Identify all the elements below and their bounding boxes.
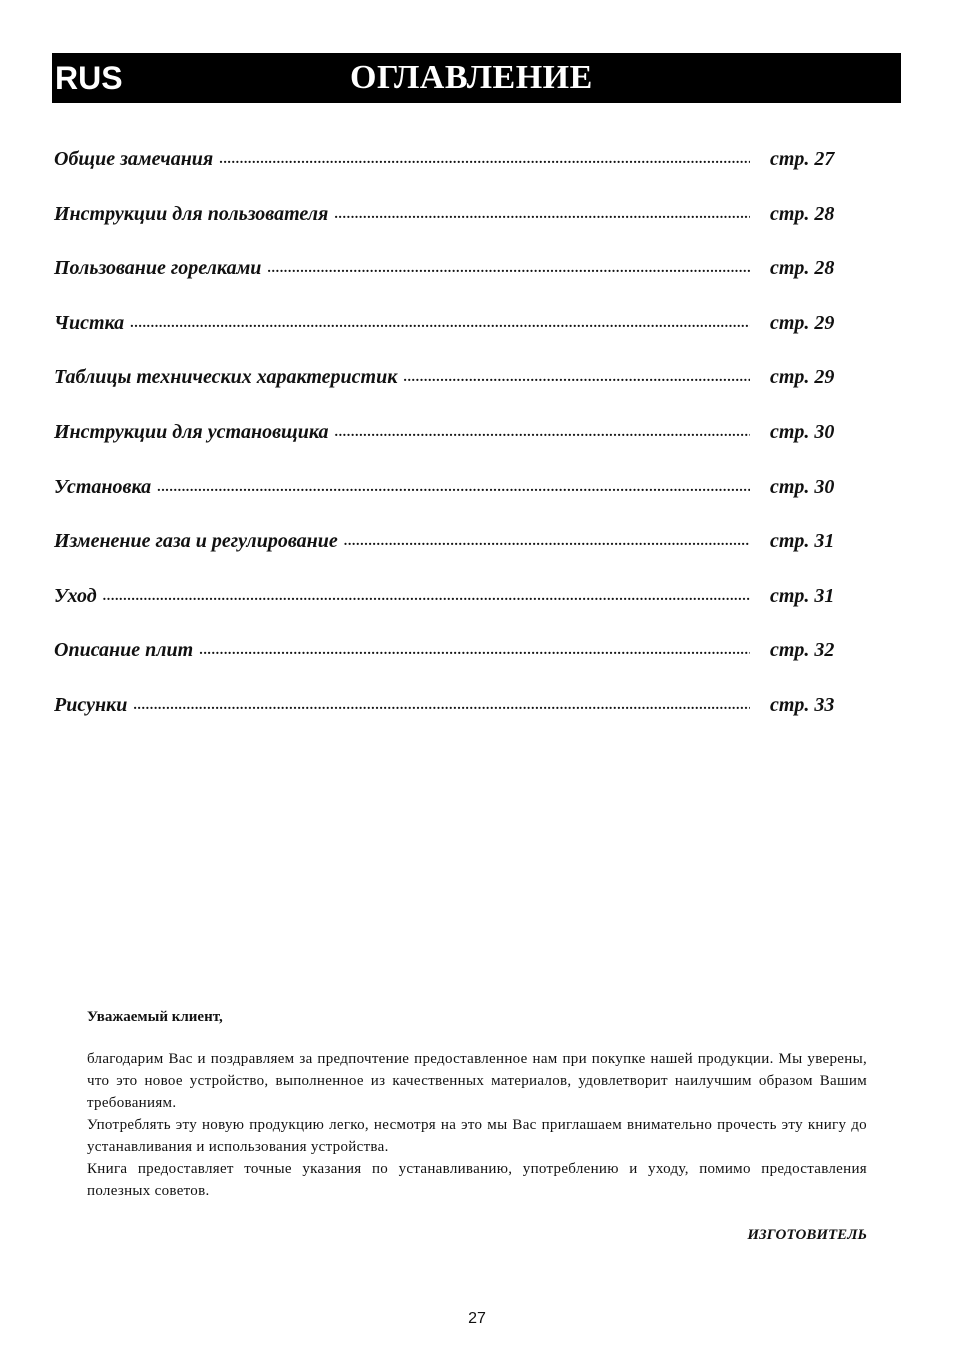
page-number: 27 bbox=[468, 1310, 486, 1327]
toc-leader-dots bbox=[344, 526, 750, 558]
toc-entry[interactable] bbox=[54, 690, 864, 745]
language-label: RUS bbox=[55, 60, 123, 96]
toc-leader-dots bbox=[157, 472, 750, 504]
letter-signature: ИЗГОТОВИТЕЛЬ bbox=[747, 1227, 867, 1243]
letter-paragraph: Книга предоставляет точные указания по устанавливанию, употреблению и уходу, помимо предоставления полезных советов. bbox=[87, 1161, 867, 1199]
toc-entry-page: стр. 32 bbox=[770, 639, 835, 662]
toc-entry-title: Установка bbox=[54, 475, 152, 498]
toc-entry-page: стр. 31 bbox=[770, 584, 835, 607]
toc-entry-page: стр. 29 bbox=[770, 366, 835, 389]
toc-entry-page: стр. 28 bbox=[770, 202, 835, 225]
toc-entry[interactable] bbox=[54, 526, 864, 581]
toc-entry[interactable] bbox=[54, 362, 864, 417]
toc-leader-dots bbox=[403, 362, 750, 394]
toc-leader-dots bbox=[103, 581, 750, 613]
toc-leader-dots bbox=[334, 417, 750, 449]
letter-paragraph: Употреблять эту новую продукцию легко, несмотря на это мы Вас приглашаем внимательно прочесть эту книгу до устанавливания и использования устройства. bbox=[87, 1117, 867, 1155]
toc-leader-dots bbox=[133, 690, 750, 722]
toc-entry[interactable] bbox=[54, 635, 864, 690]
toc-entry-title: Таблицы технических характеристик bbox=[54, 366, 398, 389]
toc-entry[interactable] bbox=[54, 199, 864, 254]
letter-greeting: Уважаемый клиент, bbox=[87, 1009, 223, 1025]
toc-entry-page: стр. 33 bbox=[770, 693, 835, 716]
toc-entry[interactable] bbox=[54, 417, 864, 472]
toc-entry-title: Общие замечания bbox=[54, 148, 214, 170]
toc-entry-title: Инструкции для пользователя bbox=[54, 202, 329, 225]
toc-leader-dots bbox=[334, 199, 750, 231]
toc-leader-dots bbox=[219, 144, 750, 176]
letter-paragraph: благодарим Вас и поздравляем за предпочтение предоставленное нам при покупке нашей продукции. Мы уверены, что это новое устройство, выполненное из качественных материалов, удовлетворит наилучшим образом Вашим требованиям. bbox=[87, 1051, 867, 1111]
toc-leader-dots bbox=[267, 253, 750, 285]
toc-entry-page: стр. 31 bbox=[770, 530, 835, 553]
toc-entry-title: Описание плит bbox=[54, 639, 194, 662]
toc-entry[interactable] bbox=[54, 253, 864, 308]
toc-entry-title: Чистка bbox=[54, 311, 125, 334]
toc-entry-page: стр. 27 bbox=[770, 148, 835, 170]
toc-entry[interactable] bbox=[54, 144, 864, 199]
toc-leader-dots bbox=[130, 308, 750, 340]
toc-entry-page: стр. 28 bbox=[770, 257, 835, 280]
toc-entry-title: Изменение газа и регулирование bbox=[54, 530, 338, 553]
toc-entry-page: стр. 30 bbox=[770, 475, 835, 498]
toc-entry-page: стр. 30 bbox=[770, 420, 835, 443]
page-title: ОГЛАВЛЕНИЕ bbox=[350, 59, 593, 96]
toc-entry[interactable] bbox=[54, 581, 864, 636]
toc-entry-title: Пользование горелками bbox=[54, 257, 262, 280]
toc-entry-title: Уход bbox=[54, 584, 97, 607]
header-bar bbox=[52, 53, 901, 103]
welcome-letter bbox=[87, 1006, 867, 1246]
toc-leader-dots bbox=[199, 635, 750, 667]
toc-entry[interactable] bbox=[54, 472, 864, 527]
table-of-contents bbox=[54, 144, 864, 745]
toc-entry-page: стр. 29 bbox=[770, 311, 835, 334]
toc-entry[interactable] bbox=[54, 308, 864, 363]
toc-entry-title: Инструкции для установщика bbox=[54, 420, 329, 443]
toc-entry-title: Рисунки bbox=[54, 693, 128, 716]
